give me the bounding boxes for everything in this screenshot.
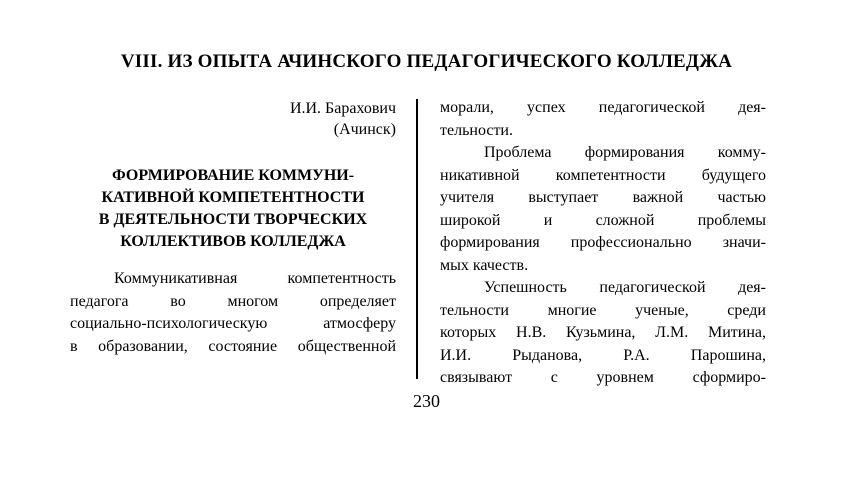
text-line: социально-психологическую атмосферу (70, 315, 396, 332)
article-title-line: В ДЕЯТЕЛЬНОСТИ ТВОРЧЕСКИХ (98, 211, 368, 228)
right-column (440, 97, 766, 390)
text-line: никативной компетентности будущего (440, 166, 766, 184)
author-city: (Ачинск) (333, 121, 396, 138)
text-line: в образовании, состояние общественной (70, 337, 396, 355)
text-line: Коммуникативная компетентность (114, 270, 396, 287)
text-line: широкой и сложной проблемы (440, 211, 766, 229)
article-title-line: КАТИВНОЙ КОМПЕТЕНТНОСТИ (101, 189, 365, 206)
text-line: Успешность педагогической дея- (484, 279, 766, 296)
text-line: которых Н.В. Кузьмина, Л.М. Митина, (440, 324, 766, 341)
author-name: И.И. Барахович (289, 100, 396, 117)
text-line: педагога во многом определяет (70, 292, 396, 310)
text-line: Проблема формирования комму- (484, 144, 766, 161)
text-line: тельности. (440, 121, 513, 139)
left-column (70, 98, 396, 358)
text-line: мых качеств. (440, 256, 529, 274)
page-number: 230 (413, 391, 440, 411)
column-divider (416, 99, 418, 379)
text-line: связывают с уровнем сформиро- (440, 369, 766, 386)
author-block (70, 98, 396, 140)
text-line: тельности многие ученые, среди (440, 301, 766, 319)
article-title (70, 165, 396, 253)
section-heading: VIII. ИЗ ОПЫТА АЧИНСКОГО ПЕДАГОГИЧЕСКОГО КОЛЛЕДЖА (120, 51, 733, 72)
text-line: учителя выступает важной частью (440, 189, 766, 206)
text-line: И.И. Рыданова, Р.А. Парошина, (440, 346, 766, 364)
left-body-text (70, 268, 396, 358)
text-line: формирования профессионально значи- (440, 234, 766, 251)
article-title-line: КОЛЛЕКТИВОВ КОЛЛЕДЖА (120, 233, 346, 250)
text-line: морали, успех педагогической дея- (440, 99, 766, 116)
article-title-line: ФОРМИРОВАНИЕ КОММУНИ- (111, 167, 355, 184)
